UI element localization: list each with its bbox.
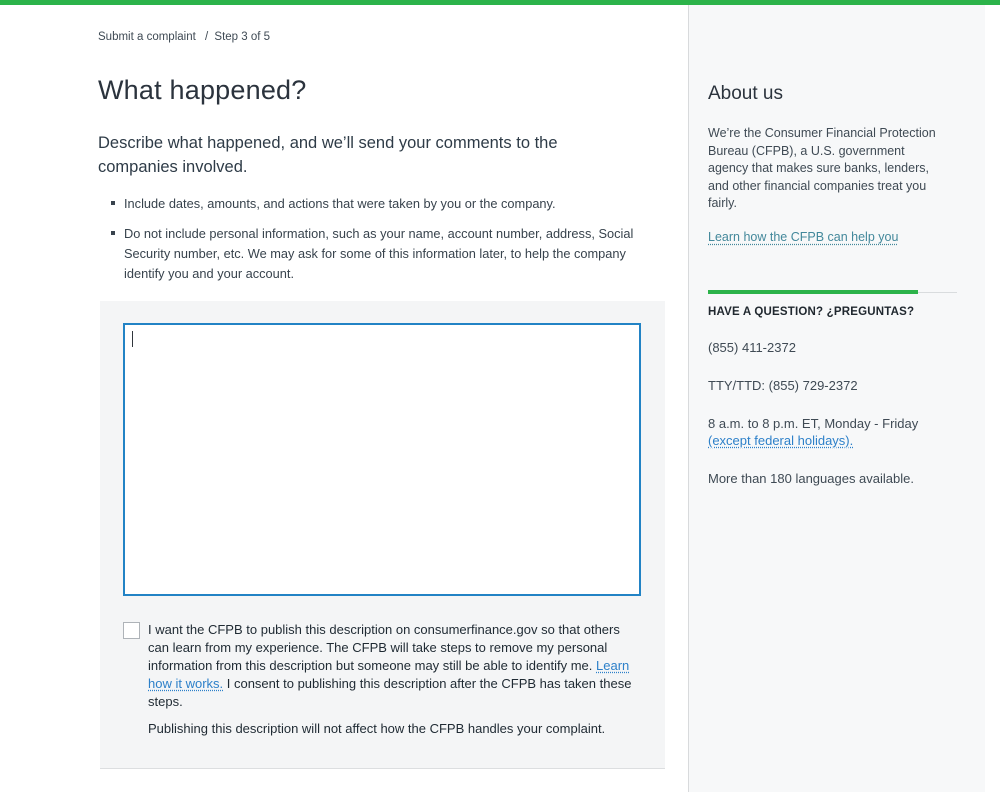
consent-text-after-link: I consent to publishing this description after the CFPB has taken these steps. (148, 675, 632, 709)
breadcrumb-current-step: Step 3 of 5 (214, 31, 271, 43)
breadcrumb (98, 31, 688, 43)
intro-text: Describe what happened, and we’ll send your comments to the companies involved. (98, 134, 558, 176)
page-title: What happened? (98, 75, 307, 105)
hours-line: 8 a.m. to 8 p.m. ET, Monday - Friday (708, 415, 919, 431)
languages-text: More than 180 languages available. (708, 470, 914, 486)
hours-text (708, 415, 957, 449)
have-a-question-heading: HAVE A QUESTION? ¿PREGUNTAS? (708, 305, 915, 318)
description-form-panel (100, 301, 665, 769)
list-item: Include dates, amounts, and actions that were taken by you or the company. (124, 194, 654, 214)
list-item: Do not include personal information, such as your name, account number, address, Social Security number, etc. We may ask for some of this information later, to help the company identify you and your account. (124, 224, 654, 283)
phone-number: (855) 411-2372 (708, 339, 796, 355)
learn-how-cfpb-can-help-link[interactable]: Learn how the CFPB can help you (708, 229, 899, 244)
description-textarea[interactable] (123, 323, 641, 596)
about-us-title: About us (708, 83, 783, 104)
publish-consent-label (148, 621, 641, 738)
breadcrumb-link-submit-a-complaint[interactable]: Submit a complaint (98, 31, 196, 43)
divider-green-accent (708, 290, 918, 294)
sidebar (688, 5, 985, 792)
description-textarea-wrap (123, 323, 641, 596)
main-content (0, 5, 688, 792)
publish-note: Publishing this description will not affect how the CFPB handles your complaint. (148, 720, 606, 736)
about-us-body: We’re the Consumer Financial Protection Bureau (CFPB), a U.S. government agency that makes sure banks, lenders, and other financial companies treat you fairly. (708, 126, 936, 210)
publish-consent-row (123, 621, 641, 738)
instructions-list (98, 194, 654, 283)
learn-how-it-works-link[interactable]: Learn how it works. (148, 657, 630, 691)
consent-text-before-link: I want the CFPB to publish this description on consumerfinance.gov so that others can learn from my experience. The CFPB will take steps to remove my personal information from this description but someone may still be able to identify me. (148, 621, 620, 673)
federal-holidays-link[interactable]: (except federal holidays). (708, 432, 854, 448)
page-layout (0, 5, 1000, 792)
tty-number: TTY/TTD: (855) 729-2372 (708, 377, 858, 393)
publish-consent-paragraph (148, 621, 641, 711)
breadcrumb-separator: / (205, 31, 209, 43)
section-divider (708, 290, 957, 294)
publish-consent-checkbox[interactable] (123, 622, 140, 639)
right-gutter (985, 5, 1000, 792)
